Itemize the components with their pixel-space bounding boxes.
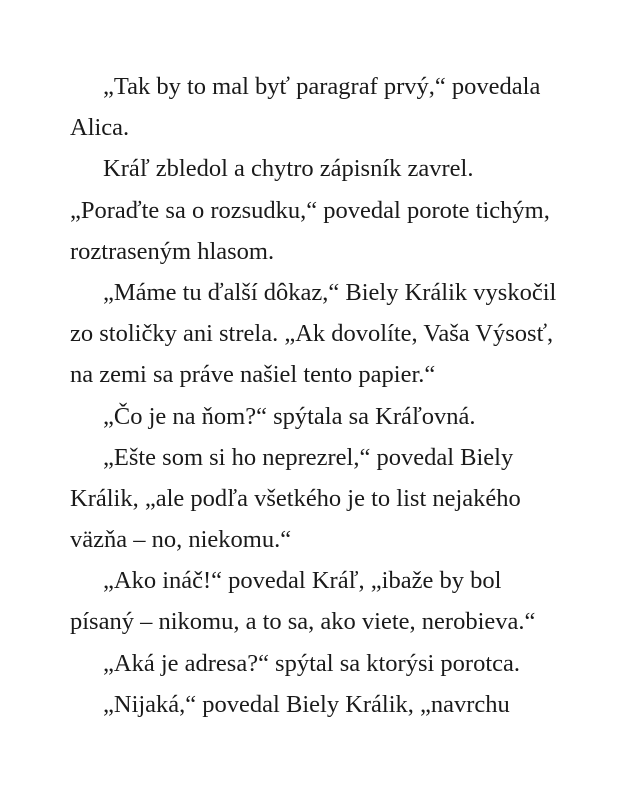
- body-text: [70, 66, 570, 725]
- text-line: „Poraďte sa o rozsudku,“ povedal porote tichým,: [70, 196, 550, 224]
- text-line: Králik, „ale podľa všetkého je to list nejakého: [70, 484, 521, 512]
- text-line: na zemi sa práve našiel tento papier.“: [70, 361, 436, 389]
- text-line: „Ako ináč!“ povedal Kráľ, „ibaže by bol: [103, 567, 502, 595]
- text-line: zo stoličky ani strela. „Ak dovolíte, Vaša Výsosť,: [70, 320, 554, 348]
- text-line: „Nijaká,“ povedal Biely Králik, „navrchu: [103, 690, 510, 718]
- text-line: písaný – nikomu, a to sa, ako viete, nerobieva.“: [70, 608, 536, 636]
- text-line: „Ešte som si ho neprezrel,“ povedal Biely: [103, 443, 514, 471]
- text-line: „Čo je na ňom?“ spýtala sa Kráľovná.: [103, 402, 476, 430]
- text-line: Alica.: [70, 114, 130, 142]
- text-line: väzňa – no, niekomu.“: [70, 526, 292, 554]
- text-line: roztraseným hlasom.: [70, 237, 275, 265]
- text-line: „Máme tu ďalší dôkaz,“ Biely Králik vyskočil: [103, 278, 557, 306]
- text-line: „Tak by to mal byť paragraf prvý,“ povedala: [103, 73, 541, 100]
- text-line: „Aká je adresa?“ spýtal sa ktorýsi porotca.: [103, 649, 521, 677]
- text-line: Kráľ zbledol a chytro zápisník zavrel.: [103, 155, 474, 183]
